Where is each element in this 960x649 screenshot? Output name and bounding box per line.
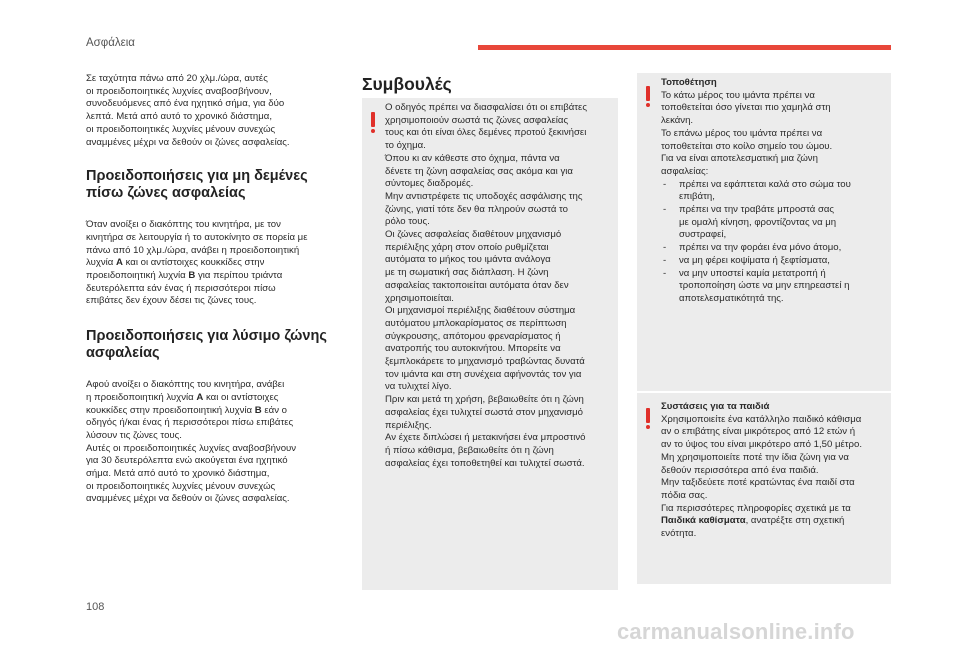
- text-line: Μην ταξιδεύετε ποτέ κρατώντας ένα παιδί στα: [661, 477, 855, 489]
- text-line: λύσουν τις ζώνες τους.: [86, 429, 182, 441]
- text-line: τους και ότι είναι όλες δεμένες προτού ξεκινήσει: [385, 127, 587, 139]
- text-line: ξεμπλοκάρετε το μηχανισμό τραβώντας δυνατά: [385, 356, 585, 368]
- text-line: κινητήρα σε λειτουργία ή το αυτοκίνητο σε πορεία με: [86, 231, 308, 243]
- text-line: Μη χρησιμοποιείτε ποτέ την ίδια ζώνη για να: [661, 451, 849, 463]
- watermark: carmanualsonline.info: [617, 619, 855, 644]
- positioning-lines: [661, 90, 889, 179]
- bullet-text: πρέπει να την τραβάτε μπροστά σας: [679, 204, 835, 216]
- bullet-text: αποτελεσματικότητά της.: [679, 292, 784, 304]
- children-lines: [661, 414, 889, 516]
- text-line: αναμμένες μέχρι να δεθούν οι ζώνες ασφαλείας.: [86, 136, 290, 148]
- text-line: επιβάτες δεν έχουν δέσει τις ζώνες τους.: [86, 295, 257, 307]
- text-line: Αν έχετε διπλώσει ή μετακινήσει ένα μπροστινό: [385, 432, 586, 444]
- see-also-end: ενότητα.: [661, 528, 697, 540]
- children-text: [661, 401, 889, 541]
- text-line: Το επάνω μέρος του ιμάντα πρέπει να: [661, 127, 823, 139]
- bullet-text: με ομαλή κίνηση, φροντίζοντας να μη: [679, 216, 837, 228]
- text-fragment: και οι αντίστοιχες: [203, 391, 279, 403]
- text-line: πόδια σας.: [661, 489, 708, 501]
- text-line: οι προειδοποιητικές λυχνίες μένουν συνεχώς: [86, 123, 276, 135]
- text-line: Οι ζώνες ασφαλείας διαθέτουν μηχανισμό: [385, 229, 562, 241]
- text-line: αυτόματα το μήκος του ιμάντα ανάλογα: [385, 254, 551, 266]
- text-line: περιέλιξης.: [385, 419, 432, 431]
- text-line: για 30 δευτερόλεπτα ενώ ακούγεται ένα ηχητικό: [86, 455, 288, 467]
- intro-paragraph: [86, 73, 348, 149]
- text-fragment: η προειδοποιητική λυχνία: [86, 391, 197, 403]
- text-line: τοποθετείται όσο γίνεται πιο χαμηλά στη: [661, 102, 831, 114]
- text-line: συνοδευόμενες από ένα ηχητικό σήμα, για δύο: [86, 98, 285, 110]
- positioning-bullets: [661, 179, 889, 306]
- text-line: Αυτές οι προειδοποιητικές λυχνίες αναβοσβήνουν: [86, 442, 297, 454]
- bullet-item: [661, 242, 889, 255]
- text-line: Οι μηχανισμοί περιέλιξης διαθέτουν σύστημα: [385, 305, 576, 317]
- text-line: σήμα. Μετά από αυτό το χρονικό διάστημα,: [86, 468, 270, 480]
- text-line: ανατροπής του αυτοκινήτου. Μπορείτε να: [385, 343, 561, 355]
- text-line: περιέλιξης χάρη στον οποίο ρυθμίζεται: [385, 241, 549, 253]
- section-label: Ασφάλεια: [86, 37, 135, 49]
- text-line: ρόλο τους.: [385, 216, 430, 228]
- bullet-text: πρέπει να εφάπτεται καλά στο σώμα του: [679, 178, 851, 190]
- text-line: ασφαλείας έχει τοποθετηθεί και τυλιχτεί σωστά.: [385, 457, 585, 469]
- heading-line: ασφαλείας: [86, 345, 160, 362]
- bullet-text: να μην υποστεί καμία μετατροπή ή: [679, 267, 826, 279]
- heading-line: Προειδοποιήσεις για μη δεμένες: [86, 168, 308, 185]
- text-fragment: προειδοποιητική λυχνία: [86, 270, 189, 282]
- text-line: λεπτά. Μετά από αυτό το χρονικό διάστημα,: [86, 111, 273, 123]
- text-line: Το κάτω μέρος του ιμάντα πρέπει να: [661, 89, 815, 101]
- bullet-item: [661, 179, 889, 204]
- heading-unfasten: [86, 328, 348, 362]
- heading-line: Προειδοποιήσεις για λύσιμο ζώνης: [86, 328, 327, 345]
- text-line: τον ιμάντα και στη συνέχεια αφήνοντάς τον για: [385, 368, 582, 380]
- text-line: ασφαλείας τακτοποιείται αυτόματα όταν δεν: [385, 279, 569, 291]
- text-line: να τυλιχτεί λίγο.: [385, 381, 452, 393]
- text-line: ζώνης, γιατί τότε δεν θα πληρούν σωστά το: [385, 203, 569, 215]
- children-title: Συστάσεις για τα παιδιά: [661, 401, 770, 412]
- text-line: Για περισσότερες πληροφορίες σχετικά με τα: [661, 502, 851, 514]
- rear-belts-paragraph: [86, 219, 348, 308]
- heading-rear-belts: [86, 168, 348, 202]
- text-line: αν το ύψος του είναι μικρότερο από 1,50 μέτρο.: [661, 439, 863, 451]
- text-line: ή πίσω κάθισμα, βεβαιωθείτε ότι η ζώνη: [385, 444, 554, 456]
- top-rule: [478, 45, 891, 50]
- text-line: αναμμένες μέχρι να δεθούν οι ζώνες ασφαλείας.: [86, 493, 290, 505]
- text-line: το όχημα.: [385, 140, 426, 152]
- warning-icon: [644, 408, 651, 430]
- text-line: Όπου κι αν κάθεστε στο όχημα, πάντα να: [385, 152, 560, 164]
- warning-icon: [369, 112, 376, 134]
- text-line: λεκάνη.: [661, 115, 694, 127]
- see-also-rest: , ανατρέξτε στη σχετική: [745, 515, 845, 527]
- child-seats-link-text: Παιδικά καθίσματα: [661, 515, 746, 527]
- indicator-label: B: [254, 404, 262, 416]
- text-line: αν ο επιβάτης είναι μικρότερος από 12 ετών ή: [661, 426, 856, 438]
- children-see-also: [661, 515, 889, 528]
- text-line: τοποθετείται στο κοίλο σημείο του ώμου.: [661, 140, 833, 152]
- text-line: ασφαλείας:: [661, 165, 709, 177]
- bullet-item: [661, 204, 889, 242]
- page-number: 108: [86, 601, 105, 613]
- text-line: δευτερόλεπτα εάν ένας ή περισσότεροι πίσω: [86, 282, 276, 294]
- bullet-text: συστραφεί,: [679, 229, 727, 241]
- indicator-label: A: [196, 391, 204, 403]
- text-line: Ο οδηγός πρέπει να διασφαλίσει ότι οι επιβάτες: [385, 102, 587, 113]
- text-line: δεθούν περισσότερα από ένα παιδιά.: [661, 464, 819, 476]
- text-line: πάνω από 10 χλμ./ώρα, ανάβει η προειδοποιητική: [86, 244, 300, 256]
- left-column: [86, 73, 348, 506]
- text-line: [86, 257, 348, 270]
- text-line: δένετε τη ζώνη ασφαλείας σας ακόμα και για: [385, 165, 573, 177]
- text-line: Μην αντιστρέφετε τις υποδοχές ασφάλισης της: [385, 190, 583, 202]
- text-line: ασφαλείας έχει τυλιχτεί σωστά στον μηχανισμό: [385, 406, 583, 418]
- bullet-item: [661, 255, 889, 268]
- bullet-text: να μη φέρει κοψίματα ή ξεφτίσματα,: [679, 254, 830, 266]
- text-line: Σε ταχύτητα πάνω από 20 χλμ./ώρα, αυτές: [86, 73, 268, 84]
- text-line: οι προειδοποιητικές λυχνίες αναβοσβήνουν,: [86, 85, 272, 97]
- positioning-text: [661, 77, 889, 306]
- bullet-text: επιβάτη,: [679, 191, 715, 203]
- bullet-item: [661, 268, 889, 306]
- text-line: [86, 405, 348, 418]
- text-fragment: κουκκίδες στην προειδοποιητική λυχνία: [86, 404, 255, 416]
- text-line: Πριν και μετά τη χρήση, βεβαιωθείτε ότι η ζώνη: [385, 394, 584, 406]
- text-line: Χρησιμοποιείτε ένα κατάλληλο παιδικό κάθισμα: [661, 413, 862, 425]
- text-line: Αφού ανοίξει ο διακόπτης του κινητήρα, ανάβει: [86, 379, 285, 391]
- warning-icon: [644, 86, 651, 108]
- text-fragment: λυχνία: [86, 257, 116, 269]
- indicator-label: A: [116, 257, 123, 269]
- text-line: Για να είναι αποτελεσματική μια ζώνη: [661, 153, 818, 165]
- heading-line: πίσω ζώνες ασφαλείας: [86, 185, 246, 202]
- text-fragment: και οι αντίστοιχες κουκκίδες στην: [122, 257, 265, 269]
- bullet-text: τροποποίηση ώστε να μην επηρεαστεί η: [679, 280, 850, 292]
- advice-text: [385, 102, 617, 470]
- text-line: αυτόματου μπλοκαρίσματος σε περίπτωση: [385, 317, 567, 329]
- text-line: σύντομες διαδρομές.: [385, 178, 474, 190]
- text-line: χρησιμοποιείται.: [385, 292, 454, 304]
- indicator-label: B: [188, 270, 196, 282]
- text-line: χρησιμοποιούν σωστά τις ζώνες ασφαλείας: [385, 114, 569, 126]
- text-line: [86, 392, 348, 405]
- text-line: Όταν ανοίξει ο διακόπτης του κινητήρα, με τον: [86, 219, 281, 231]
- bullet-text: πρέπει να την φοράει ένα μόνο άτομο,: [679, 242, 842, 254]
- text-line: οι προειδοποιητικές λυχνίες μένουν συνεχώς: [86, 480, 276, 492]
- advice-title: Συμβουλές: [362, 74, 452, 94]
- text-line: σύγκρουσης, απότομου φρεναρίσματος ή: [385, 330, 561, 342]
- text-line: οδηγός ή/και ένας ή περισσότεροι πίσω επιβάτες: [86, 417, 294, 429]
- text-fragment: εάν ο: [261, 404, 287, 416]
- unfasten-paragraph: [86, 379, 348, 506]
- text-line: [86, 270, 348, 283]
- text-fragment: για περίπου τριάντα: [195, 270, 283, 282]
- positioning-title: Τοποθέτηση: [661, 77, 717, 88]
- text-line: με τη σωματική σας διάπλαση. Η ζώνη: [385, 267, 549, 279]
